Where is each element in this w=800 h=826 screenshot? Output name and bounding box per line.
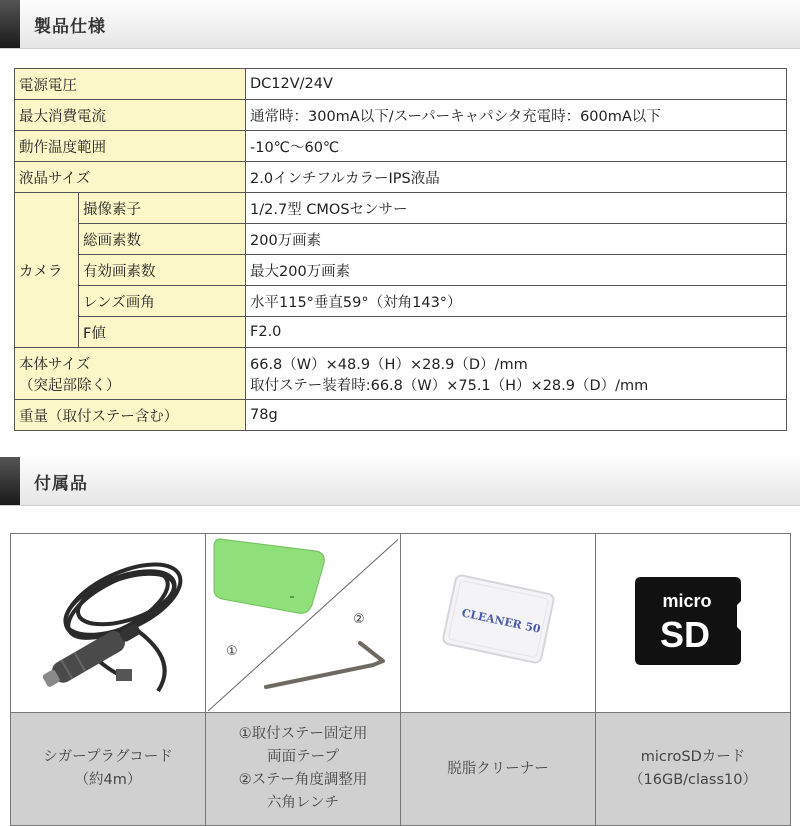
spec-value: 通常時：300mA以下/スーパーキャパシタ充電時：600mA以下 xyxy=(246,100,787,131)
accessory-image-cell xyxy=(596,534,791,713)
spec-row xyxy=(15,193,787,224)
body-size-value-line1: 66.8（W）×48.9（H）×28.9（D）/mm xyxy=(250,356,528,373)
spec-value: F2.0 xyxy=(246,317,787,348)
spec-value: 1/2.7型 CMOSセンサー xyxy=(246,193,787,224)
spec-sublabel: F値 xyxy=(79,317,246,348)
spec-row xyxy=(15,317,787,348)
spec-value: 水平115°垂直59°（対角143°） xyxy=(246,286,787,317)
body-size-label xyxy=(15,348,246,400)
accessory-image-cell xyxy=(401,534,596,713)
header-bar-decoration xyxy=(0,457,20,505)
spec-label: 電源電圧 xyxy=(15,69,246,100)
caption-line: 六角レンチ xyxy=(266,795,340,811)
caption-line: ②ステー角度調整用 xyxy=(238,772,368,788)
body-size-value-line2: 取付ステー装着時:66.8（W）×75.1（H）×28.9（D）/mm xyxy=(250,377,649,394)
accessory-caption xyxy=(206,713,401,826)
spec-label: 重量（取付ステー含む） xyxy=(15,400,246,431)
caption-line: シガープラグコード xyxy=(43,749,173,765)
accessory-image-cell xyxy=(206,534,401,713)
accessories-table xyxy=(10,533,791,826)
caption-line: 両面テープ xyxy=(267,749,339,765)
spec-value: -10℃～60℃ xyxy=(246,131,787,162)
camera-group-label: カメラ xyxy=(15,193,79,348)
accessory-image-cell xyxy=(11,534,206,713)
spec-row xyxy=(15,224,787,255)
spec-value: 200万画素 xyxy=(246,224,787,255)
wipe-label: CLEANER 50 xyxy=(460,606,542,636)
card-text-micro: micro xyxy=(662,591,712,611)
mount-tape-and-hex-wrench-icon xyxy=(208,535,398,711)
spec-table xyxy=(14,68,787,431)
caption-line: （16GB/class10） xyxy=(629,772,757,788)
spec-value: 78g xyxy=(246,400,787,431)
caption-line: 脱脂クリーナー xyxy=(447,760,549,777)
spec-row xyxy=(15,162,787,193)
accessory-image-row xyxy=(11,534,791,713)
body-size-value xyxy=(246,348,787,400)
spec-sublabel: 有効画素数 xyxy=(79,255,246,286)
spec-sublabel: 撮像素子 xyxy=(79,193,246,224)
caption-line: （約4m） xyxy=(74,772,142,788)
spec-section-title: 製品仕様 xyxy=(34,17,106,37)
microsd-card-icon xyxy=(633,571,753,671)
spec-value: 2.0インチフルカラーIPS液晶 xyxy=(246,162,787,193)
spec-label: 動作温度範囲 xyxy=(15,131,246,162)
spec-sublabel: レンズ画角 xyxy=(79,286,246,317)
accessories-section-title: 付属品 xyxy=(34,474,88,494)
spec-row xyxy=(15,131,787,162)
spec-label: 液晶サイズ xyxy=(15,162,246,193)
spec-sublabel: 総画素数 xyxy=(79,224,246,255)
accessory-caption xyxy=(401,713,596,826)
spec-row xyxy=(15,348,787,400)
spec-row xyxy=(15,69,787,100)
caption-line: ①取付ステー固定用 xyxy=(238,726,368,742)
spec-row xyxy=(15,286,787,317)
spec-row xyxy=(15,400,787,431)
body-size-label-line2: （突起部除く） xyxy=(19,377,121,394)
accessory-caption-row xyxy=(11,713,791,826)
spec-row xyxy=(15,100,787,131)
spec-value: DC12V/24V xyxy=(246,69,787,100)
tape-marker: ① xyxy=(226,644,238,659)
car-charger-cable-icon xyxy=(18,541,198,701)
accessory-caption xyxy=(596,713,791,826)
spec-value: 最大200万画素 xyxy=(246,255,787,286)
accessory-caption xyxy=(11,713,206,826)
spec-row xyxy=(15,255,787,286)
wrench-marker: ② xyxy=(353,612,365,627)
spec-section-header xyxy=(0,0,800,49)
caption-line: microSDカード xyxy=(640,749,746,765)
header-bar-decoration xyxy=(0,0,20,48)
spec-label: 最大消費電流 xyxy=(15,100,246,131)
accessories-section-header xyxy=(0,457,800,506)
cleaner-wipe-icon xyxy=(433,566,563,676)
card-text-sd: SD xyxy=(659,614,711,655)
body-size-label-line1: 本体サイズ xyxy=(19,356,91,373)
